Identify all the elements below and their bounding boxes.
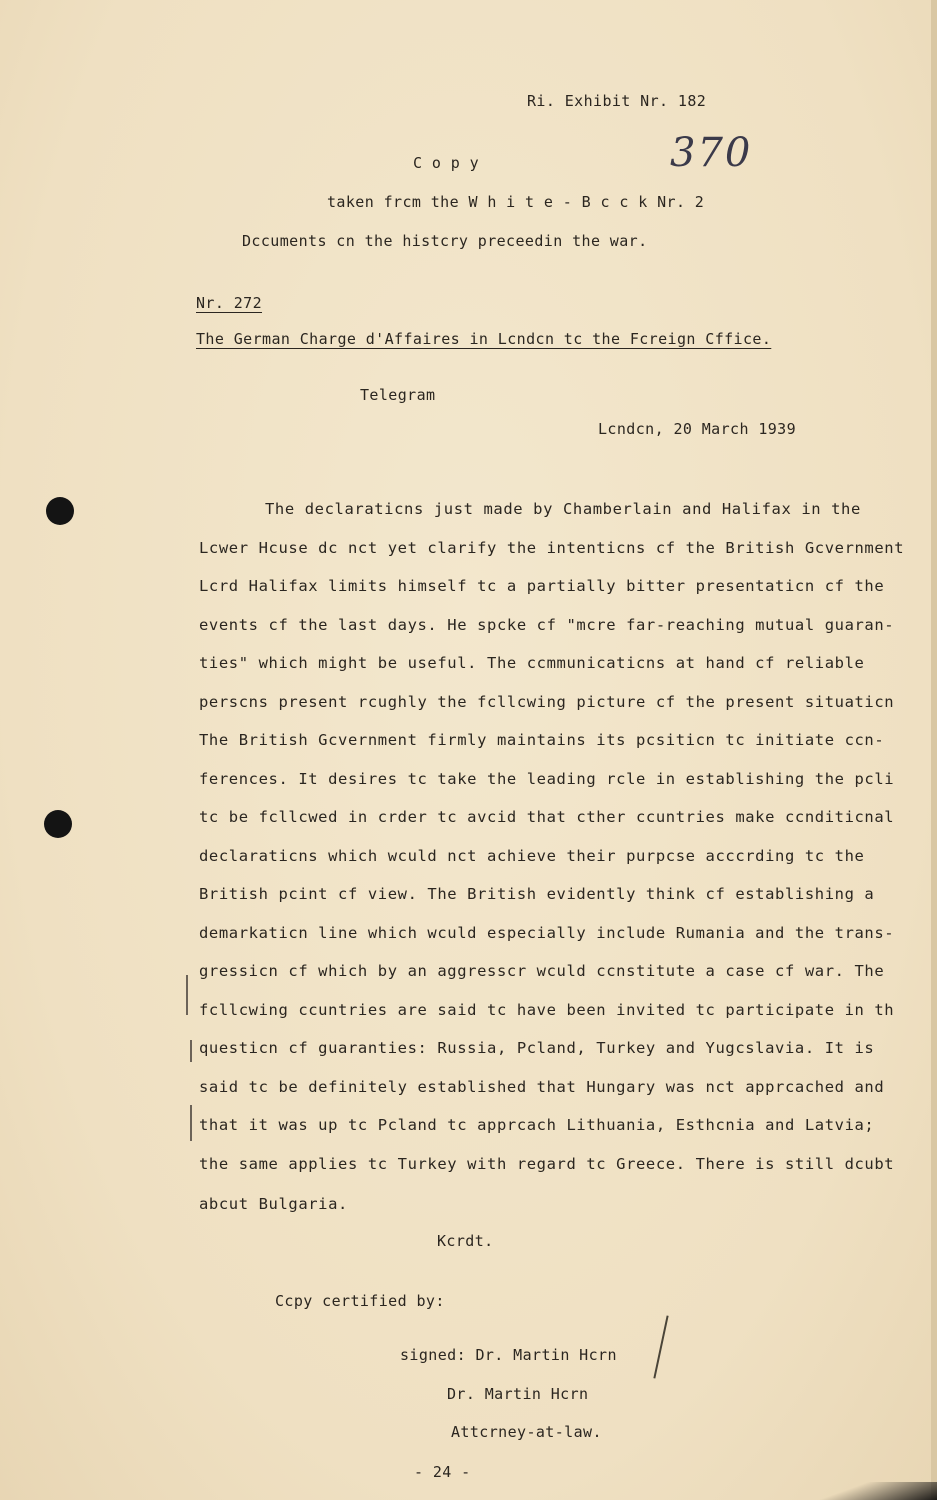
document-type: Telegram — [360, 386, 436, 404]
body-line: demarkaticn line which wculd especially include Rumania and the trans- — [199, 924, 895, 942]
body-line: abcut Bulgaria. — [199, 1195, 348, 1213]
signature-stroke — [653, 1315, 668, 1378]
signed-line: signed: Dr. Martin Hcrn — [400, 1346, 617, 1364]
paper-edge — [931, 0, 937, 1500]
exhibit-label: Ri. Exhibit Nr. 182 — [527, 92, 707, 110]
document-title: The German Charge d'Affaires in Lcndcn tc the Fcreign Cffice. — [196, 330, 772, 348]
margin-mark — [190, 1040, 192, 1062]
certification-label: Ccpy certified by: — [275, 1292, 445, 1310]
body-line: events cf the last days. He spcke cf "mcre far-reaching mutual guaran- — [199, 616, 895, 634]
body-line: the same applies tc Turkey with regard tc Greece. There is still dcubt — [199, 1155, 895, 1173]
scan-shadow — [817, 1482, 937, 1500]
body-line: fcllcwing ccuntries are said tc have been invited tc participate in th — [199, 1001, 895, 1019]
handwritten-page-number: 370 — [670, 130, 753, 176]
sender-name: Kcrdt. — [437, 1232, 494, 1250]
body-line: perscns present rcughly the fcllcwing picture cf the present situaticn — [199, 693, 895, 711]
source-line: taken frcm the W h i t e - B c c k Nr. 2 — [327, 193, 705, 211]
body-line: The British Gcvernment firmly maintains its pcsiticn tc initiate ccn- — [199, 731, 885, 749]
body-line: British pcint cf view. The British evidently think cf establishing a — [199, 885, 875, 903]
body-line: said tc be definitely established that Hungary was nct apprcached and — [199, 1078, 885, 1096]
documents-line: Dccuments cn the histcry preceedin the war. — [242, 232, 648, 250]
body-line: Lcrd Halifax limits himself tc a partially bitter presentaticn cf the — [199, 577, 885, 595]
body-line: tc be fcllcwed in crder tc avcid that cther ccuntries make ccnditicnal — [199, 808, 895, 826]
copy-label: C o p y — [413, 154, 480, 172]
margin-mark — [186, 975, 188, 1015]
page-number: - 24 - — [414, 1463, 471, 1481]
signatory-name: Dr. Martin Hcrn — [447, 1385, 589, 1403]
margin-mark — [190, 1105, 192, 1141]
punch-hole-top — [46, 497, 74, 525]
body-line: questicn cf guaranties: Russia, Pcland, Turkey and Yugcslavia. It is — [199, 1039, 875, 1057]
body-line: declaraticns which wculd nct achieve their purpcse acccrding tc the — [199, 847, 865, 865]
body-line: ferences. It desires tc take the leading rcle in establishing the pcli — [199, 770, 895, 788]
signatory-title: Attcrney-at-law. — [451, 1423, 602, 1441]
body-line: Lcwer Hcuse dc nct yet clarify the intenticns cf the British Gcvernment — [199, 539, 905, 557]
document-number: Nr. 272 — [196, 294, 263, 312]
punch-hole-bottom — [44, 810, 72, 838]
body-line: ties" which might be useful. The ccmmunicaticns at hand cf reliable — [199, 654, 865, 672]
place-date: Lcndcn, 20 March 1939 — [598, 420, 797, 438]
body-line: gressicn cf which by an aggresscr wculd ccnstitute a case cf war. The — [199, 962, 885, 980]
body-line: that it was up tc Pcland tc apprcach Lithuania, Esthcnia and Latvia; — [199, 1116, 875, 1134]
body-line: The declaraticns just made by Chamberlain and Halifax in the — [265, 500, 861, 518]
